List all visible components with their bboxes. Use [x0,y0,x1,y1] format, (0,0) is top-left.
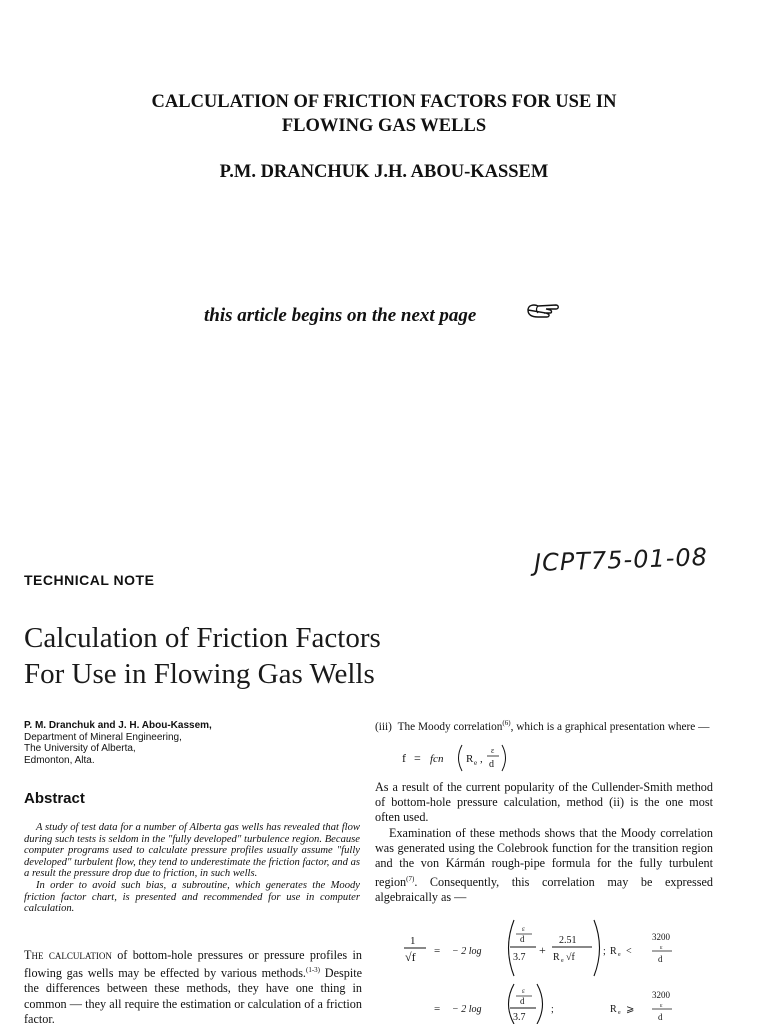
affiliation-authors: P. M. Dranchuk and J. H. Abou-Kassem, [24,720,212,731]
affiliation-department: Department of Mineral Engineering, [24,731,182,743]
eq-equals: = [414,751,421,765]
eq1-minus-2log: − 2 log [452,946,482,957]
abstract-heading: Abstract [24,790,85,807]
eq2-ge: ⩾ [626,1004,635,1015]
cover-title-line-1: CALCULATION OF FRICTION FACTORS FOR USE IN [151,92,617,112]
body-paragraph-2 [375,826,713,905]
colebrook-equation-block [400,918,700,1024]
item-label: (iii) [375,720,392,733]
eq1-re-sub: e [561,958,564,964]
para2-ref: (7) [406,874,415,883]
moody-equation [400,741,560,775]
eq-re: R [466,753,474,765]
article-title [24,620,381,692]
eq2-const-3200: 3200 [652,990,670,1000]
moody-text: The Moody correlation [397,720,503,733]
cover-title-line-2: FLOWING GAS WELLS [281,116,487,136]
eq-eps: ε [491,746,495,755]
para2-text-b: . Consequently, this correlation may be expressed algebraically as — [375,874,713,904]
eq-fcn: fcn [430,753,444,765]
article-title-line-2: For Use in Flowing Gas Wells [24,658,375,690]
abstract-paragraph-2: In order to avoid such bias, a subroutine, which generates the Moody friction factor chart, is presented and recommended for use in computer calculation. [24,879,360,915]
eq1-d: d [520,934,525,944]
eq1-sqrt-f: √f [405,950,416,964]
eq1-r: R [610,946,617,957]
eq1-const-3200: 3200 [652,932,670,942]
eq1-const-37: 3.7 [513,952,526,963]
cover-authors: P.M. DRANCHUK J.H. ABOU-KASSEM [219,162,549,182]
moody-text-after: , which is a graphical presentation where — [510,720,710,733]
eq1-plus: + [539,943,546,957]
eq-d: d [489,759,494,770]
cover-title [60,90,708,138]
handwritten-document-id: JCPT75-01-08 [533,542,709,578]
eq1-r-sub: e [618,952,621,958]
next-page-note: this article begins on the next page [204,305,477,326]
eq1-rhs-d: d [658,954,663,964]
eq2-rhs-eps: ε [660,1003,663,1009]
eq2-d: d [520,996,525,1006]
para2-text-a: Examination of these methods shows that the Moody correlation was generated using the Colebrook function for the transition region and the von Kármán rough-pipe formula for the fully turbulent region [375,826,713,889]
intro-ref: (1-3) [305,966,320,975]
eq1-equals: = [434,945,441,957]
eq1-const-251: 2.51 [559,935,577,946]
eq1-semi: ; [603,946,606,957]
eq2-const-37: 3.7 [513,1012,526,1023]
eq2-semi: ; [551,1004,554,1015]
abstract-body [24,822,360,915]
intro-text-after: Despite the differences between these methods, they have one thing in common — they all require the estimation or calculation of a friction factor. [24,966,362,1026]
eq1-eps: ε [522,925,525,933]
pointing-hand-icon [526,301,560,319]
section-label: TECHNICAL NOTE [24,572,155,588]
moody-correlation-item [375,717,715,733]
eq1-sqrt-f-tail: √f [566,952,575,963]
abstract-paragraph-1: A study of test data for a number of Alberta gas wells has revealed that flow during such tests is seldom in the "fully developed" turbulence region. Because computer programs used to calculate pressure profiles usually assume "fully developed" turbulent flow, they tend to underestimate the friction factor, and as a result the pressure drop due to friction, in such wells. [24,822,360,880]
eq1-rhs-eps: ε [660,945,663,951]
author-affiliation [24,720,212,766]
eq2-r: R [610,1004,617,1015]
svg-text:,: , [480,753,483,765]
eq2-rhs-d: d [658,1012,663,1022]
affiliation-city: Edmonton, Alta. [24,754,95,766]
intro-text: of bottom-hole pressures or pressure profiles in flowing gas wells may be effected by various methods. [24,948,362,981]
article-title-line-1: Calculation of Friction Factors [24,622,381,654]
eq-re-sub: e [474,759,478,767]
eq2-eps: ε [522,987,525,995]
eq1-re: R [553,952,560,963]
eq2-minus-2log: − 2 log [452,1004,482,1015]
eq1-one: 1 [410,935,416,947]
body-paragraph-1: As a result of the current popularity of the Cullender-Smith method of bottom-hole pressure calculation, method (ii) is the one most often used. [375,780,713,825]
eq-f: f [402,751,406,765]
moody-ref: (6) [502,719,511,727]
affiliation-university: The University of Alberta, [24,743,136,754]
intro-paragraph [24,948,362,1027]
eq1-lt: < [626,946,632,957]
eq2-equals: = [434,1003,441,1015]
intro-lead: The calculation [24,948,112,962]
eq2-r-sub: e [618,1010,621,1016]
